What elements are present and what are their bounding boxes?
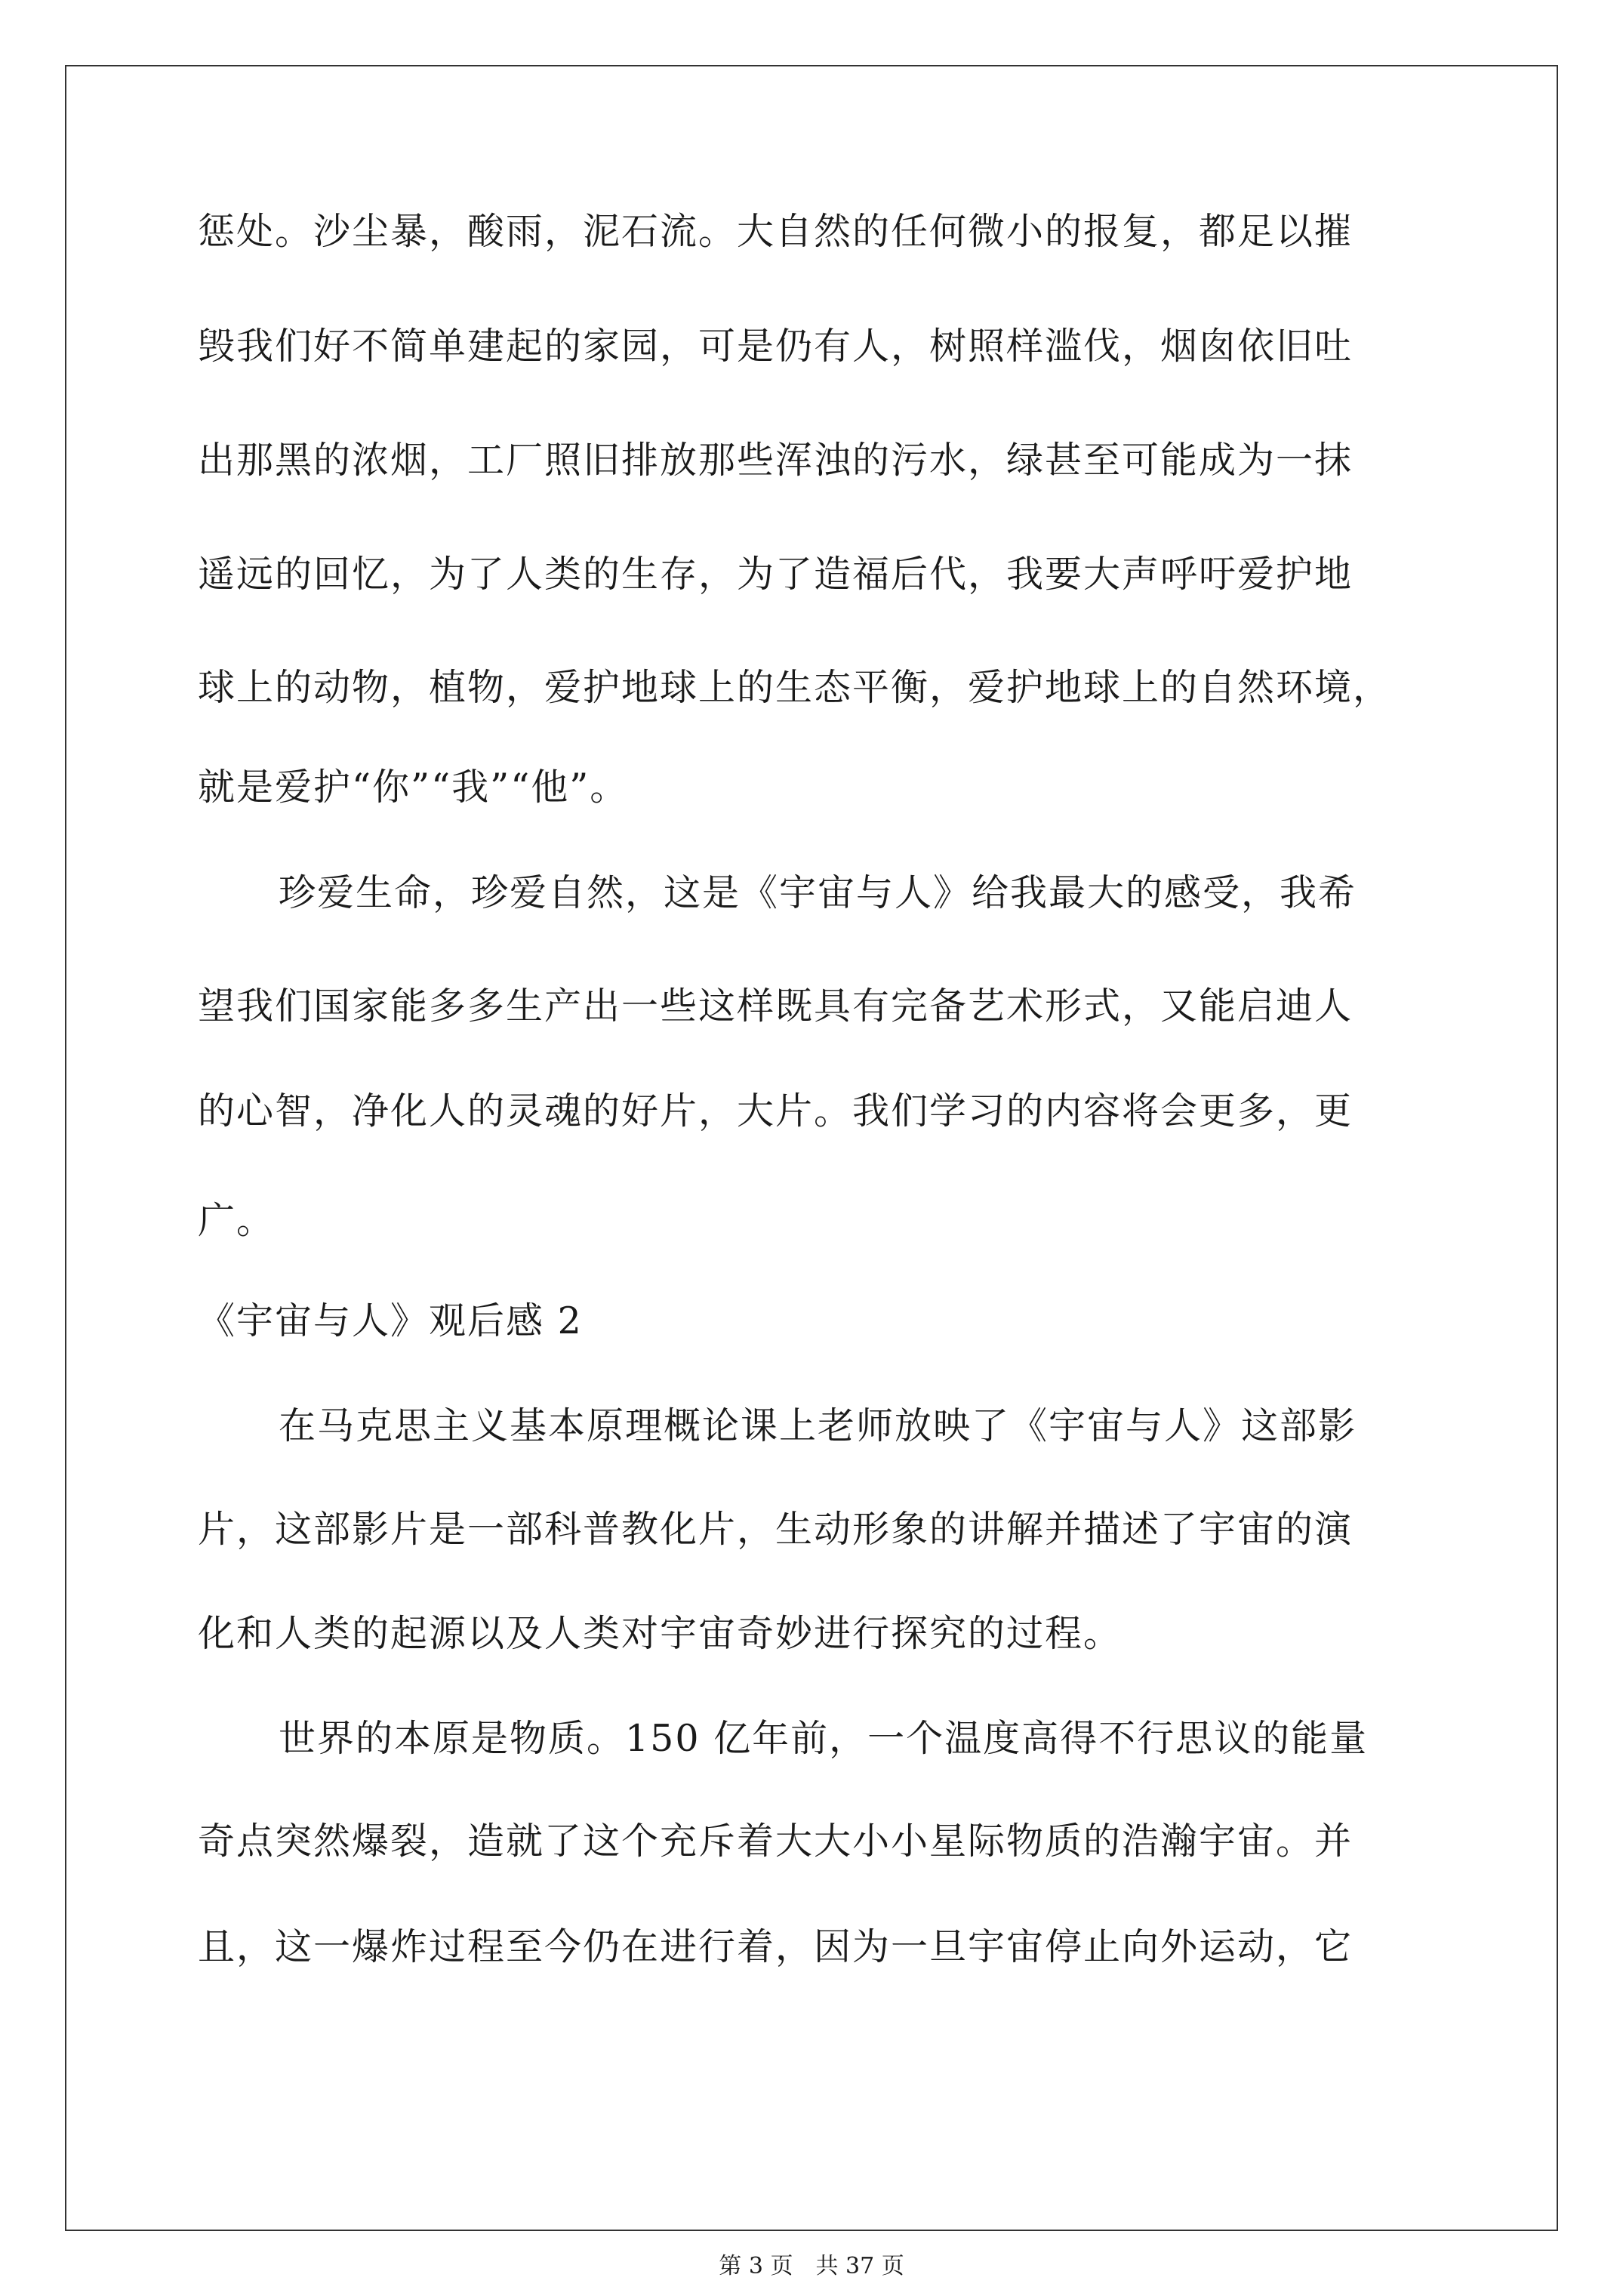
paragraph-first-line: 珍爱生命，珍爱自然，这是《宇宙与人》给我最大的感受，我希 — [279, 871, 1357, 914]
text-line: 奇点突然爆裂，造就了这个充斥着大大小小星际物质的浩瀚宇宙。并 — [198, 1820, 1354, 1863]
text-line: 化和人类的起源以及人类对宇宙奇妙进行探究的过程。 — [198, 1612, 1123, 1655]
text-line: 球上的动物，植物，爱护地球上的生态平衡，爱护地球上的自然环境， — [198, 666, 1392, 709]
page-border — [65, 65, 1558, 2231]
text-line: 望我们国家能多多生产出一些这样既具有完备艺术形式，又能启迪人 — [198, 985, 1354, 1028]
section-heading: 《宇宙与人》观后感 2 — [198, 1299, 583, 1342]
text-line: 片，这部影片是一部科普教化片，生动形象的讲解并描述了宇宙的演 — [198, 1508, 1354, 1551]
text-line: 且，这一爆炸过程至今仍在进行着，因为一旦宇宙停止向外运动，它 — [198, 1925, 1354, 1968]
text-line: 的心智，净化人的灵魂的好片，大片。我们学习的内容将会更多，更 — [198, 1089, 1354, 1133]
text-line: 遥远的回忆，为了人类的生存，为了造福后代，我要大声呼吁爱护地 — [198, 553, 1354, 596]
text-line: 出那黑的浓烟，工厂照旧排放那些浑浊的污水，绿甚至可能成为一抹 — [198, 439, 1354, 482]
paragraph-first-line: 世界的本原是物质。150 亿年前，一个温度高得不行思议的能量 — [279, 1717, 1369, 1760]
text-line: 惩处。沙尘暴，酸雨，泥石流。大自然的任何微小的报复，都足以摧 — [198, 210, 1354, 253]
page-number-footer: 第 3 页 共 37 页 — [719, 2253, 904, 2279]
text-line: 广。 — [198, 1199, 276, 1242]
text-line: 就是爱护“你”“我”“他”。 — [198, 766, 629, 809]
paragraph-first-line: 在马克思主义基本原理概论课上老师放映了《宇宙与人》这部影 — [279, 1404, 1357, 1447]
text-line: 毁我们好不简单建起的家园，可是仍有人，树照样滥伐，烟囱依旧吐 — [198, 325, 1354, 368]
